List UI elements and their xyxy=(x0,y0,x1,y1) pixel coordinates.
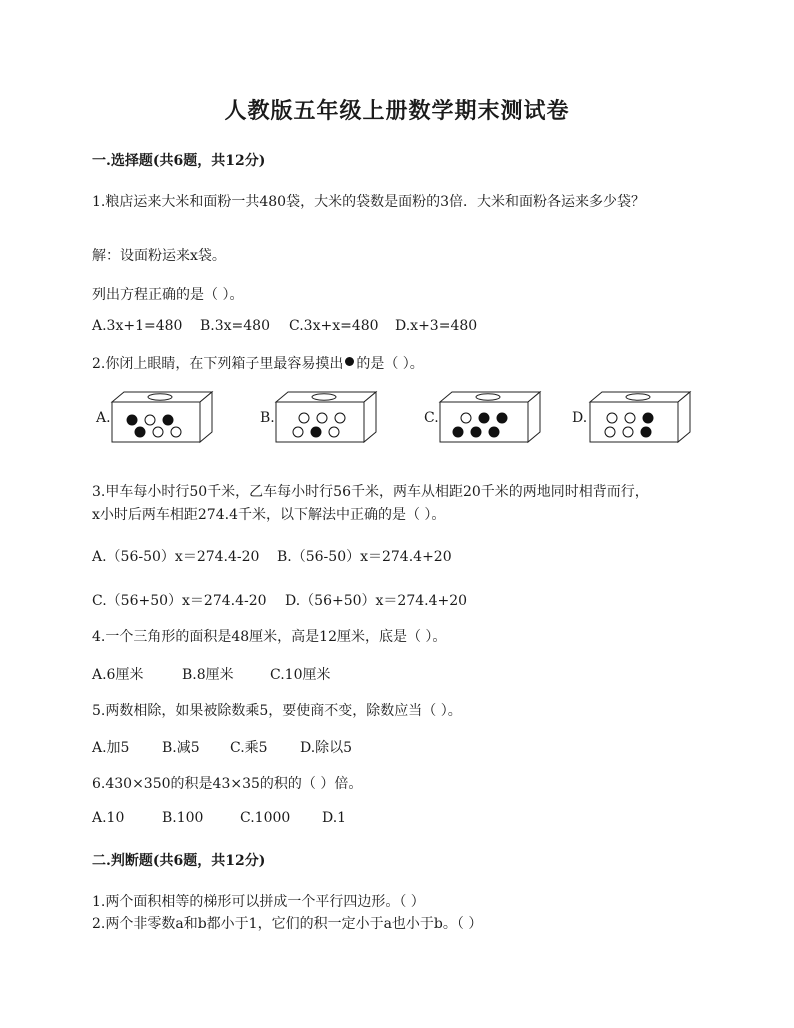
question-5-option-c: C.乘5 xyxy=(230,740,268,756)
question-6-text: 6.430×350的积是43×35的积的（ ）倍。 xyxy=(92,776,363,792)
question-2-text-after: 的是（ ）。 xyxy=(356,356,424,372)
box-d-ball xyxy=(605,427,615,437)
box-d-ball xyxy=(643,413,653,423)
question-1-option-c: C.3x+x=480 xyxy=(289,318,379,334)
box-b-ball xyxy=(317,413,327,423)
box-b-ball xyxy=(311,427,321,437)
box-a-ball xyxy=(135,427,145,437)
box-c-ball xyxy=(461,413,471,423)
question-6-option-c: C.1000 xyxy=(240,810,291,826)
question-3-option-c: C.（56+50）x＝274.4-20 xyxy=(92,593,267,609)
question-5-option-b: B.减5 xyxy=(162,740,200,756)
question-3-option-a: A.（56-50）x＝274.4-20 xyxy=(92,549,260,565)
box-b-ball xyxy=(293,427,303,437)
box-d-ball xyxy=(607,413,617,423)
box-b-ball xyxy=(299,413,309,423)
box-a-ball xyxy=(127,415,137,425)
box-c-label: C. xyxy=(424,410,439,426)
question-3-line-2: x小时后两车相距274.4千米，以下解法中正确的是（ ）。 xyxy=(92,507,446,523)
box-c-ball xyxy=(489,427,499,437)
box-d-drawing xyxy=(588,390,692,445)
question-6-option-d: D.1 xyxy=(322,810,347,826)
judgement-question-1: 1.两个面积相等的梯形可以拼成一个平行四边形。（ ） xyxy=(92,894,425,910)
question-1-solution: 解：设面粉运来x袋。 xyxy=(92,248,226,264)
question-1-option-b: B.3x=480 xyxy=(200,318,270,334)
question-2-text xyxy=(92,353,424,373)
box-a-ball xyxy=(153,427,163,437)
box-c-ball xyxy=(453,427,463,437)
question-5-option-d: D.除以5 xyxy=(300,740,353,756)
box-a-label: A. xyxy=(96,410,111,426)
box-a-ball xyxy=(171,427,181,437)
question-3-line-1: 3.甲车每小时行50千米，乙车每小时行56千米，两车从相距20千米的两地同时相背而行， xyxy=(92,484,649,500)
box-b-ball xyxy=(329,427,339,437)
question-4-text: 4.一个三角形的面积是48厘米，高是12厘米，底是（ ）。 xyxy=(92,629,447,645)
question-6-option-a: A.10 xyxy=(92,810,125,826)
box-b-drawing xyxy=(274,390,378,445)
question-1-option-a: A.3x+1=480 xyxy=(92,318,183,334)
box-d-ball xyxy=(625,413,635,423)
question-1-text: 1.粮店运来大米和面粉一共480袋，大米的袋数是面粉的3倍．大米和面粉各运来多少袋？ xyxy=(92,194,645,210)
box-d-ball xyxy=(623,427,633,437)
question-2-text-before: 2.你闭上眼睛，在下列箱子里最容易摸出 xyxy=(92,356,344,372)
question-1-prompt: 列出方程正确的是（ ）。 xyxy=(92,287,244,303)
judgement-question-2: 2.两个非零数a和b都小于1，它们的积一定小于a也小于b。（ ） xyxy=(92,916,483,932)
box-a-drawing xyxy=(110,390,214,445)
black-ball-icon xyxy=(345,357,354,366)
question-4-option-b: B.8厘米 xyxy=(182,667,234,683)
section-heading-judgement: 二.判断题(共6题，共12分) xyxy=(92,853,266,869)
box-b-label: B. xyxy=(260,410,275,426)
box-c-ball xyxy=(497,413,507,423)
question-1-option-d: D.x+3=480 xyxy=(395,318,478,334)
box-a-ball xyxy=(163,415,173,425)
question-6-option-b: B.100 xyxy=(162,810,204,826)
question-4-option-a: A.6厘米 xyxy=(92,667,144,683)
question-5-text: 5.两数相除，如果被除数乘5，要使商不变，除数应当（ ）。 xyxy=(92,703,462,719)
question-3-option-b: B.（56-50）x＝274.4+20 xyxy=(277,549,452,565)
question-4-option-c: C.10厘米 xyxy=(270,667,331,683)
box-d-label: D. xyxy=(572,410,588,426)
box-a-ball xyxy=(145,415,155,425)
box-c-drawing xyxy=(438,390,542,445)
box-c-ball xyxy=(471,427,481,437)
box-c-ball xyxy=(479,413,489,423)
box-d-ball xyxy=(641,427,651,437)
box-b-ball xyxy=(335,413,345,423)
question-3-option-d: D.（56+50）x＝274.4+20 xyxy=(285,593,468,609)
section-heading-choice: 一.选择题(共6题，共12分) xyxy=(92,153,266,169)
page-title: 人教版五年级上册数学期末测试卷 xyxy=(224,98,570,124)
question-5-option-a: A.加5 xyxy=(92,740,130,756)
